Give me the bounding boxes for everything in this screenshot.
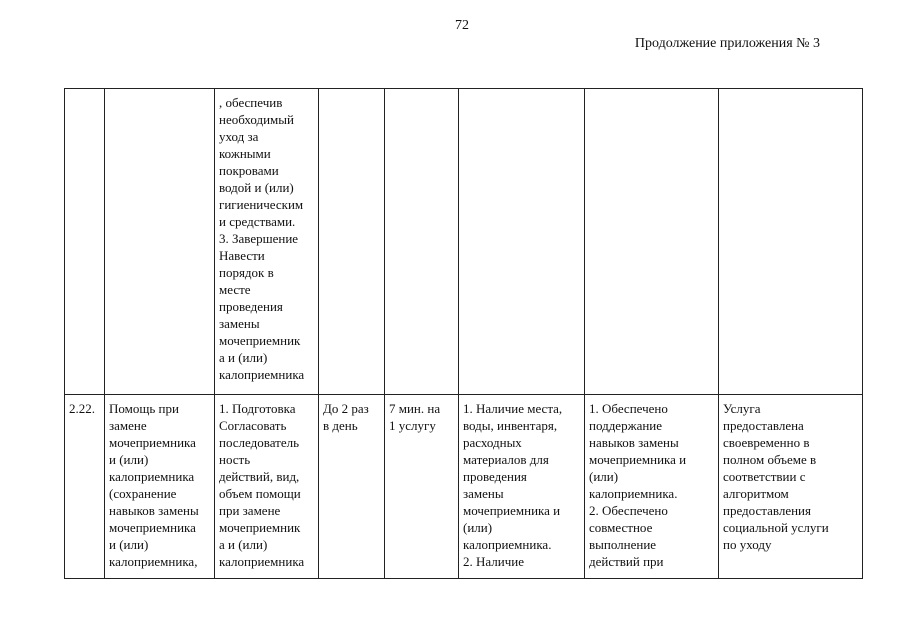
cell-number: [65, 89, 105, 395]
cell-duration: 7 мин. на 1 услугу: [385, 395, 459, 579]
services-table: [64, 88, 863, 579]
page-number: 72: [455, 18, 469, 33]
cell-procedure: 1. Подготовка Согласовать последователь ность действий, вид, объем помощи при замене мочеприемник а и (или) калоприемника: [215, 395, 319, 579]
cell-frequency: До 2 раз в день: [319, 395, 385, 579]
cell-result: 1. Обеспечено поддержание навыков замены мочеприемника и (или) калоприемника. 2. Обеспечено совместное выполнение действий при: [585, 395, 719, 579]
cell-quality-criteria: [719, 89, 863, 395]
table-row: [65, 89, 863, 395]
cell-service-name: [105, 89, 215, 395]
cell-frequency: [319, 89, 385, 395]
cell-duration: [385, 89, 459, 395]
cell-procedure: , обеспечив необходимый уход за кожными покровами водой и (или) гигиеническим и средствами. 3. Завершение Навести порядок в месте проведения замены мочеприемник а и (или) калоприемника: [215, 89, 319, 395]
table-row: [65, 395, 863, 579]
cell-result: [585, 89, 719, 395]
appendix-continuation-note: Продолжение приложения № 3: [634, 36, 820, 51]
cell-conditions: 1. Наличие места, воды, инвентаря, расходных материалов для проведения замены мочеприемника и (или) калоприемника. 2. Наличие: [459, 395, 585, 579]
cell-service-name: Помощь при замене мочеприемника и (или) калоприемника (сохранение навыков замены мочеприемника и (или) калоприемника,: [105, 395, 215, 579]
cell-number: 2.22.: [65, 395, 105, 579]
cell-conditions: [459, 89, 585, 395]
cell-quality-criteria: Услуга предоставлена своевременно в полном объеме в соответствии с алгоритмом предоставления социальной услуги по уходу: [719, 395, 863, 579]
